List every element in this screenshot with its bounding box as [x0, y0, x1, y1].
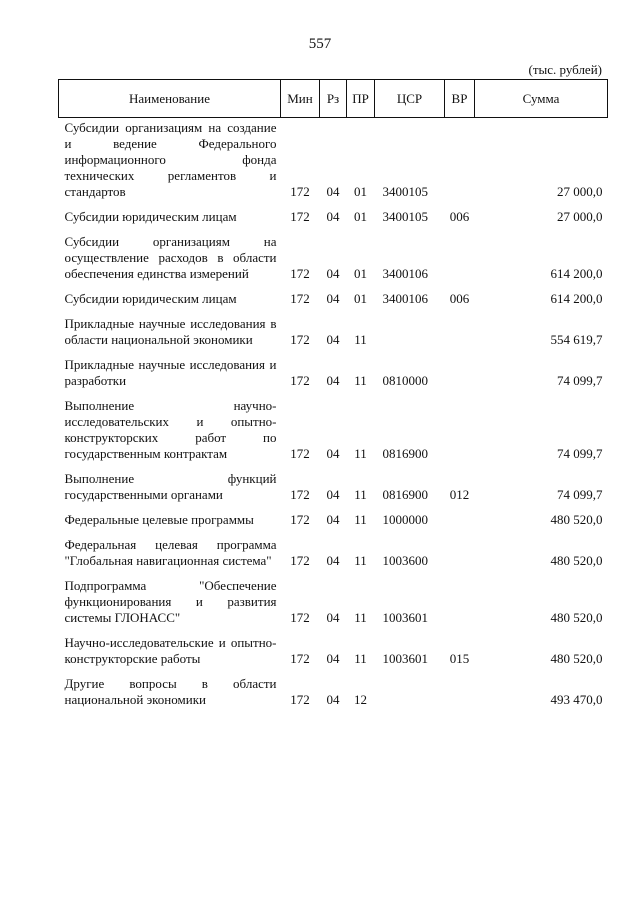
- row-name: Федеральные целевые программы: [64, 512, 254, 527]
- header-rz: Рз: [320, 80, 347, 118]
- row-vr: 006: [449, 209, 470, 224]
- table-row: [59, 307, 608, 348]
- row-rz: 04: [326, 692, 340, 707]
- row-name: Прикладные научные исследования в области национальной экономики: [64, 316, 277, 347]
- row-sum: 74 099,7: [557, 446, 603, 461]
- row-rz: 04: [326, 446, 340, 461]
- row-rz: 04: [326, 209, 340, 224]
- row-pr: 11: [354, 512, 367, 527]
- row-csr: 1003600: [382, 553, 428, 568]
- row-vr: [445, 225, 475, 282]
- table-row: [59, 225, 608, 282]
- row-min: 172: [290, 692, 310, 707]
- row-vr: 012: [449, 487, 470, 502]
- row-rz: 04: [326, 291, 340, 306]
- row-sum: 614 200,0: [550, 266, 603, 281]
- row-csr: 1000000: [382, 512, 428, 527]
- row-pr: 11: [354, 332, 367, 347]
- row-pr: 11: [354, 553, 367, 568]
- row-sum: 480 520,0: [550, 553, 603, 568]
- row-csr: 1003601: [382, 610, 428, 625]
- row-sum: 614 200,0: [550, 291, 603, 306]
- table-row: [59, 282, 608, 307]
- row-min: 172: [290, 332, 310, 347]
- row-rz: 04: [326, 487, 340, 502]
- row-min: 172: [290, 610, 310, 625]
- row-min: 172: [290, 512, 310, 527]
- row-rz: 04: [326, 553, 340, 568]
- row-name: Подпрограмма "Обеспечение функционирования и развития системы ГЛОНАСС": [64, 578, 277, 625]
- row-csr: [375, 307, 445, 348]
- row-sum: 493 470,0: [550, 692, 603, 707]
- table-row: [59, 389, 608, 462]
- row-name: Прикладные научные исследования и разработки: [64, 357, 277, 388]
- row-sum: 554 619,7: [550, 332, 603, 347]
- row-name: Выполнение функций государственными органами: [64, 471, 277, 502]
- row-name: Выполнение научно-исследовательских и опытно-конструкторских работ по государственным контрактам: [64, 398, 277, 461]
- row-vr: [445, 307, 475, 348]
- row-name: Научно-исследовательские и опытно-конструкторские работы: [64, 635, 277, 666]
- row-pr: 01: [354, 291, 367, 306]
- row-sum: 27 000,0: [557, 184, 603, 199]
- row-vr: [445, 348, 475, 389]
- row-pr: 11: [354, 610, 367, 625]
- row-rz: 04: [326, 373, 340, 388]
- row-pr: 11: [354, 446, 367, 461]
- row-min: 172: [290, 373, 310, 388]
- row-csr: 3400105: [382, 184, 428, 199]
- header-vr: ВР: [445, 80, 475, 118]
- row-pr: 11: [354, 373, 367, 388]
- row-pr: 11: [354, 487, 367, 502]
- table-row: [59, 503, 608, 528]
- row-min: 172: [290, 291, 310, 306]
- row-name: Субсидии юридическим лицам: [64, 291, 237, 306]
- row-vr: 006: [449, 291, 470, 306]
- row-pr: 01: [354, 266, 367, 281]
- row-name: Субсидии организациям на осуществление расходов в области обеспечения единства измерений: [64, 234, 277, 281]
- row-rz: 04: [326, 512, 340, 527]
- row-vr: [445, 667, 475, 708]
- table-body: [59, 118, 608, 709]
- row-pr: 01: [354, 209, 367, 224]
- row-csr: 0816900: [382, 487, 428, 502]
- table-row: [59, 118, 608, 201]
- table-row: [59, 462, 608, 503]
- units-note: (тыс. рублей): [528, 62, 602, 77]
- row-vr: [445, 389, 475, 462]
- header-sum: Сумма: [475, 80, 608, 118]
- row-min: 172: [290, 553, 310, 568]
- row-rz: 04: [326, 332, 340, 347]
- page-number: 557: [308, 36, 332, 52]
- row-pr: 01: [354, 184, 367, 199]
- row-name: Субсидии организациям на создание и ведение Федерального информационного фонда технических регламентов и стандартов: [64, 120, 277, 199]
- row-name: Другие вопросы в области национальной экономики: [64, 676, 277, 707]
- row-csr: [375, 667, 445, 708]
- row-min: 172: [290, 266, 310, 281]
- row-sum: 480 520,0: [550, 610, 603, 625]
- row-vr: [445, 528, 475, 569]
- row-vr: 015: [449, 651, 470, 666]
- row-name: Федеральная целевая программа "Глобальная навигационная система": [64, 537, 277, 568]
- row-csr: 0810000: [382, 373, 428, 388]
- row-name: Субсидии юридическим лицам: [64, 209, 237, 224]
- row-csr: 3400106: [382, 266, 428, 281]
- row-csr: 1003601: [382, 651, 428, 666]
- row-sum: 480 520,0: [550, 651, 603, 666]
- table-row: [59, 348, 608, 389]
- row-min: 172: [290, 651, 310, 666]
- row-pr: 11: [354, 651, 367, 666]
- budget-table: [58, 79, 608, 708]
- header-pr: ПР: [347, 80, 375, 118]
- table-row: [59, 667, 608, 708]
- row-sum: 27 000,0: [557, 209, 603, 224]
- row-rz: 04: [326, 610, 340, 625]
- table-row: [59, 569, 608, 626]
- header-min: Мин: [281, 80, 320, 118]
- row-sum: 74 099,7: [557, 487, 603, 502]
- header-csr: ЦСР: [375, 80, 445, 118]
- header-name: Наименование: [59, 80, 281, 118]
- row-rz: 04: [326, 266, 340, 281]
- row-vr: [445, 503, 475, 528]
- row-min: 172: [290, 209, 310, 224]
- row-vr: [445, 569, 475, 626]
- row-rz: 04: [326, 184, 340, 199]
- row-csr: 3400105: [382, 209, 428, 224]
- header-row: [59, 80, 608, 118]
- row-sum: 480 520,0: [550, 512, 603, 527]
- row-min: 172: [290, 487, 310, 502]
- table-row: [59, 626, 608, 667]
- row-min: 172: [290, 184, 310, 199]
- table-row: [59, 200, 608, 225]
- row-rz: 04: [326, 651, 340, 666]
- row-csr: 3400106: [382, 291, 428, 306]
- row-sum: 74 099,7: [557, 373, 603, 388]
- row-min: 172: [290, 446, 310, 461]
- row-pr: 12: [354, 692, 367, 707]
- row-csr: 0816900: [382, 446, 428, 461]
- table-row: [59, 528, 608, 569]
- row-vr: [445, 118, 475, 201]
